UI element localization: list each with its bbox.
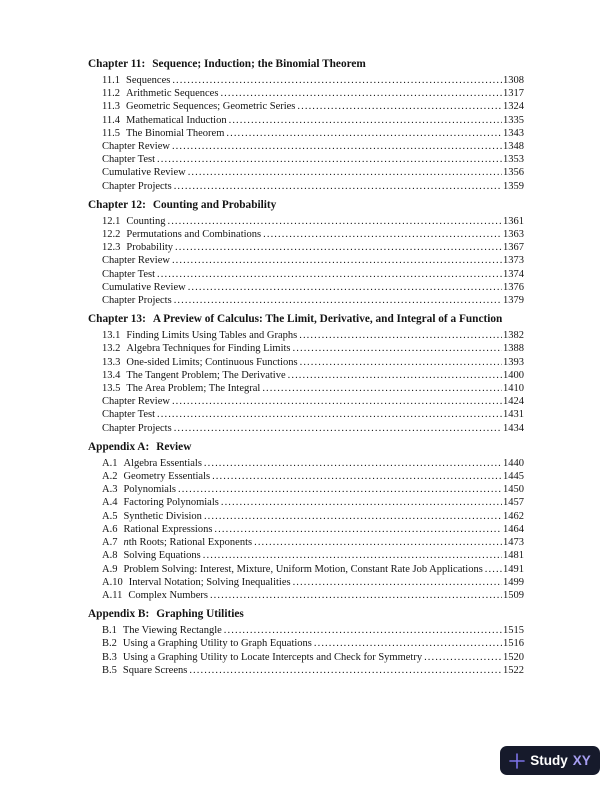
page-number: 1499 — [503, 576, 524, 588]
toc-entry — [102, 268, 524, 281]
toc-section — [88, 312, 524, 435]
entry-number: 13.4 — [102, 369, 121, 381]
entry-title: Chapter Test — [102, 154, 156, 166]
entry-title: Chapter Review — [102, 255, 170, 267]
page-number: 1373 — [503, 255, 524, 267]
page-number: 1464 — [503, 523, 524, 535]
toc-entry — [102, 241, 524, 254]
entry-number: 11.1 — [102, 75, 120, 86]
page-number: 1335 — [503, 114, 524, 126]
entry-title: Counting — [126, 215, 166, 227]
toc-entry — [102, 523, 524, 536]
section-heading-prefix: Chapter 11: — [88, 58, 146, 70]
toc-entry — [102, 127, 524, 140]
entry-number: 13.2 — [102, 343, 121, 355]
toc-entry — [102, 536, 524, 549]
page-number: 1356 — [503, 167, 524, 179]
page-number: 1434 — [503, 422, 524, 434]
toc-entry — [102, 589, 524, 602]
dot-leader — [178, 483, 502, 496]
page-number: 1522 — [503, 664, 524, 676]
page-number: 1473 — [503, 537, 524, 549]
entry-title: Cumulative Review — [102, 281, 186, 293]
entry-number: B.1 — [102, 625, 117, 637]
section-heading-title: Graphing Utilities — [156, 608, 244, 621]
toc-entry — [102, 483, 524, 496]
toc-section — [88, 57, 524, 193]
entry-number: B.3 — [102, 651, 117, 663]
entry-number: A.3 — [102, 484, 118, 496]
section-heading — [88, 198, 524, 212]
toc-entry — [102, 215, 524, 228]
toc-entry — [102, 329, 524, 342]
toc-entry — [102, 637, 524, 650]
dot-leader — [188, 166, 502, 179]
page-number: 1353 — [503, 154, 524, 166]
entry-number: A.5 — [102, 510, 118, 522]
page-number: 1393 — [503, 356, 524, 368]
entry-title: Chapter Review — [102, 396, 170, 408]
dot-leader — [293, 342, 502, 355]
page-number: 1491 — [503, 563, 524, 575]
toc-entry — [102, 166, 524, 179]
page-number: 1515 — [503, 625, 524, 637]
toc-entry — [102, 153, 524, 166]
page-number: 1348 — [503, 141, 524, 153]
entry-title: One-sided Limits; Continuous Functions — [126, 356, 298, 368]
entry-title: The Viewing Rectangle — [122, 625, 222, 637]
entry-title: Chapter Projects — [102, 295, 172, 307]
section-heading-title: Counting and Probability — [152, 198, 277, 211]
entry-number: A.2 — [102, 471, 118, 483]
entry-title: Geometry Essentials — [123, 471, 211, 483]
page-number: 1388 — [503, 343, 524, 355]
section-heading-title: Review — [156, 440, 192, 453]
entry-title: Using a Graphing Utility to Graph Equations — [122, 638, 312, 650]
page-number: 1457 — [503, 497, 524, 509]
entry-title: Using a Graphing Utility to Locate Intercepts and Check for Symmetry — [122, 651, 423, 663]
page-number: 1450 — [503, 484, 524, 496]
dot-leader — [485, 563, 502, 576]
dot-leader — [288, 369, 502, 382]
entry-title: th Roots; Rational Exponents — [128, 537, 253, 549]
dot-leader — [174, 294, 502, 307]
section-entries — [88, 329, 524, 435]
entry-number: 11.5 — [102, 127, 120, 139]
section-heading-prefix: Chapter 12: — [88, 198, 146, 211]
page-number: 1410 — [503, 383, 524, 395]
dot-leader — [299, 329, 502, 342]
entry-title: Sequences — [126, 75, 171, 86]
toc-entry — [102, 114, 524, 127]
dot-leader — [174, 180, 502, 193]
dot-leader — [167, 215, 502, 228]
entry-title: Finding Limits Using Tables and Graphs — [126, 330, 298, 342]
dot-leader — [172, 74, 502, 87]
dot-leader — [174, 422, 502, 435]
section-heading — [88, 57, 524, 71]
entry-title: Chapter Projects — [102, 180, 172, 192]
dot-leader — [297, 100, 502, 113]
dot-leader — [204, 510, 502, 523]
dot-leader — [212, 470, 502, 483]
toc-entry — [102, 470, 524, 483]
entry-title-italic: n — [123, 537, 129, 549]
dot-leader — [157, 268, 502, 281]
toc-entry — [102, 510, 524, 523]
section-heading — [88, 312, 524, 326]
dot-leader — [157, 408, 502, 421]
dot-leader — [172, 395, 502, 408]
dot-leader — [210, 589, 502, 602]
section-entries — [88, 624, 524, 677]
page-number: 1361 — [503, 215, 524, 227]
entry-title: Algebra Techniques for Finding Limits — [126, 343, 291, 355]
page-number: 1376 — [503, 281, 524, 293]
entry-title: Complex Numbers — [128, 589, 208, 601]
dot-leader — [293, 576, 502, 589]
entry-title: Probability — [126, 242, 174, 254]
dot-leader — [229, 114, 502, 127]
entry-title: Synthetic Division — [123, 510, 202, 522]
dot-leader — [214, 523, 502, 536]
toc-entry — [102, 382, 524, 395]
entry-title: Chapter Test — [102, 409, 156, 421]
entry-number: A.8 — [102, 550, 118, 562]
entry-number: B.2 — [102, 638, 117, 650]
entry-title: Mathematical Induction — [126, 114, 227, 126]
section-heading — [88, 440, 524, 454]
toc-entry — [102, 496, 524, 509]
toc-entry — [102, 651, 524, 664]
page-number: 1481 — [503, 550, 524, 562]
dot-leader — [172, 254, 502, 267]
toc-entry — [102, 228, 524, 241]
page-number: 1424 — [503, 396, 524, 408]
dot-leader — [262, 382, 502, 395]
dot-leader — [157, 153, 502, 166]
toc-entry — [102, 281, 524, 294]
toc-entry — [102, 664, 524, 677]
entry-title: Polynomials — [123, 484, 176, 496]
page-number: 1462 — [503, 510, 524, 522]
page-number: 1440 — [503, 457, 524, 469]
entry-title: Interval Notation; Solving Inequalities — [128, 576, 291, 588]
dot-leader — [226, 127, 502, 140]
toc-entry — [102, 180, 524, 193]
section-entries — [88, 215, 524, 307]
toc-entry — [102, 254, 524, 267]
toc-entry — [102, 395, 524, 408]
entry-number: 13.1 — [102, 330, 121, 342]
section-heading-prefix: Chapter 13: — [88, 313, 146, 326]
page-number: 1379 — [503, 295, 524, 307]
entry-title: Problem Solving: Interest, Mixture, Uniform Motion, Constant Rate Job Applications — [123, 563, 483, 575]
toc-entry — [102, 100, 524, 113]
section-heading — [88, 607, 524, 621]
dot-leader — [175, 241, 502, 254]
entry-number: A.11 — [102, 589, 123, 601]
toc-entry — [102, 294, 524, 307]
entry-number: B.5 — [102, 664, 117, 676]
section-heading-prefix: Appendix A: — [88, 440, 150, 453]
entry-number: A.1 — [102, 457, 118, 469]
toc-section — [88, 440, 524, 602]
entry-number: 12.2 — [102, 229, 121, 241]
dot-leader — [203, 549, 502, 562]
dot-leader — [220, 87, 502, 100]
page-number: 1324 — [503, 101, 524, 113]
entry-number: A.4 — [102, 497, 118, 509]
dot-leader — [204, 457, 502, 470]
toc-entry — [102, 140, 524, 153]
plus-icon — [509, 753, 525, 769]
toc-entry — [102, 74, 524, 87]
page-number: 1343 — [503, 127, 524, 139]
toc-entry — [102, 549, 524, 562]
page-number: 1445 — [503, 471, 524, 483]
entry-number: 12.3 — [102, 242, 121, 254]
section-heading-title: Sequence; Induction; the Binomial Theorem — [152, 58, 366, 70]
page-number: 1382 — [503, 330, 524, 342]
dot-leader — [224, 624, 502, 637]
entry-number: 12.1 — [102, 215, 121, 227]
dot-leader — [189, 664, 502, 677]
dot-leader — [188, 281, 502, 294]
page-number: 1317 — [503, 88, 524, 100]
toc-entry — [102, 356, 524, 369]
dot-leader — [221, 496, 502, 509]
page-number: 1367 — [503, 242, 524, 254]
section-entries — [88, 457, 524, 602]
section-heading-prefix: Appendix B: — [88, 608, 150, 621]
entry-title: Cumulative Review — [102, 167, 186, 179]
toc-section — [88, 198, 524, 307]
entry-title: The Binomial Theorem — [126, 127, 225, 139]
entry-title: Permutations and Combinations — [126, 229, 262, 241]
dot-leader — [172, 140, 502, 153]
toc-entry — [102, 457, 524, 470]
entry-title: Solving Equations — [123, 550, 201, 562]
dot-leader — [254, 536, 502, 549]
studyxy-logo[interactable] — [500, 746, 600, 775]
toc-entry — [102, 624, 524, 637]
logo-text-accent: XY — [572, 753, 591, 768]
page-number: 1400 — [503, 369, 524, 381]
toc-entry — [102, 576, 524, 589]
entry-title: Chapter Test — [102, 268, 156, 280]
page-number: 1363 — [503, 229, 524, 241]
toc-entry — [102, 369, 524, 382]
entry-number: 13.5 — [102, 383, 121, 395]
entry-number: A.6 — [102, 523, 118, 535]
section-entries — [88, 74, 524, 193]
entry-number: A.9 — [102, 563, 118, 575]
toc-entry — [102, 563, 524, 576]
entry-title: Algebra Essentials — [123, 457, 202, 469]
entry-title: Rational Expressions — [123, 523, 213, 535]
entry-number: A.10 — [102, 576, 123, 588]
entry-title: The Tangent Problem; The Derivative — [126, 369, 286, 381]
entry-number: 11.3 — [102, 101, 120, 113]
toc-entry — [102, 342, 524, 355]
entry-title: Factoring Polynomials — [123, 497, 219, 509]
entry-title: Chapter Review — [102, 141, 170, 153]
entry-title: Geometric Sequences; Geometric Series — [126, 101, 296, 113]
entry-title: Square Screens — [122, 664, 188, 676]
entry-number: 13.3 — [102, 356, 121, 368]
toc-section — [88, 607, 524, 677]
logo-text-study: Study — [530, 753, 568, 768]
entry-title: Chapter Projects — [102, 422, 172, 434]
entry-title: The Area Problem; The Integral — [126, 383, 261, 395]
section-heading-title: A Preview of Calculus: The Limit, Derivative, and Integral of a Function — [152, 313, 503, 326]
page-number: 1374 — [503, 268, 524, 280]
dot-leader — [263, 228, 502, 241]
page-number: 1509 — [503, 589, 524, 601]
toc-entry — [102, 408, 524, 421]
toc-entry — [102, 87, 524, 100]
entry-number: 11.2 — [102, 88, 120, 100]
entry-title: Arithmetic Sequences — [126, 88, 219, 100]
entry-number: A.7 — [102, 537, 118, 549]
dot-leader — [424, 651, 502, 664]
page-number: 1359 — [503, 180, 524, 192]
page-number: 1308 — [503, 75, 524, 86]
dot-leader — [314, 637, 502, 650]
table-of-contents — [88, 57, 524, 682]
page-number: 1431 — [503, 409, 524, 421]
entry-number: 11.4 — [102, 114, 120, 126]
page-number: 1520 — [503, 651, 524, 663]
toc-entry — [102, 422, 524, 435]
dot-leader — [300, 356, 502, 369]
page-number: 1516 — [503, 638, 524, 650]
